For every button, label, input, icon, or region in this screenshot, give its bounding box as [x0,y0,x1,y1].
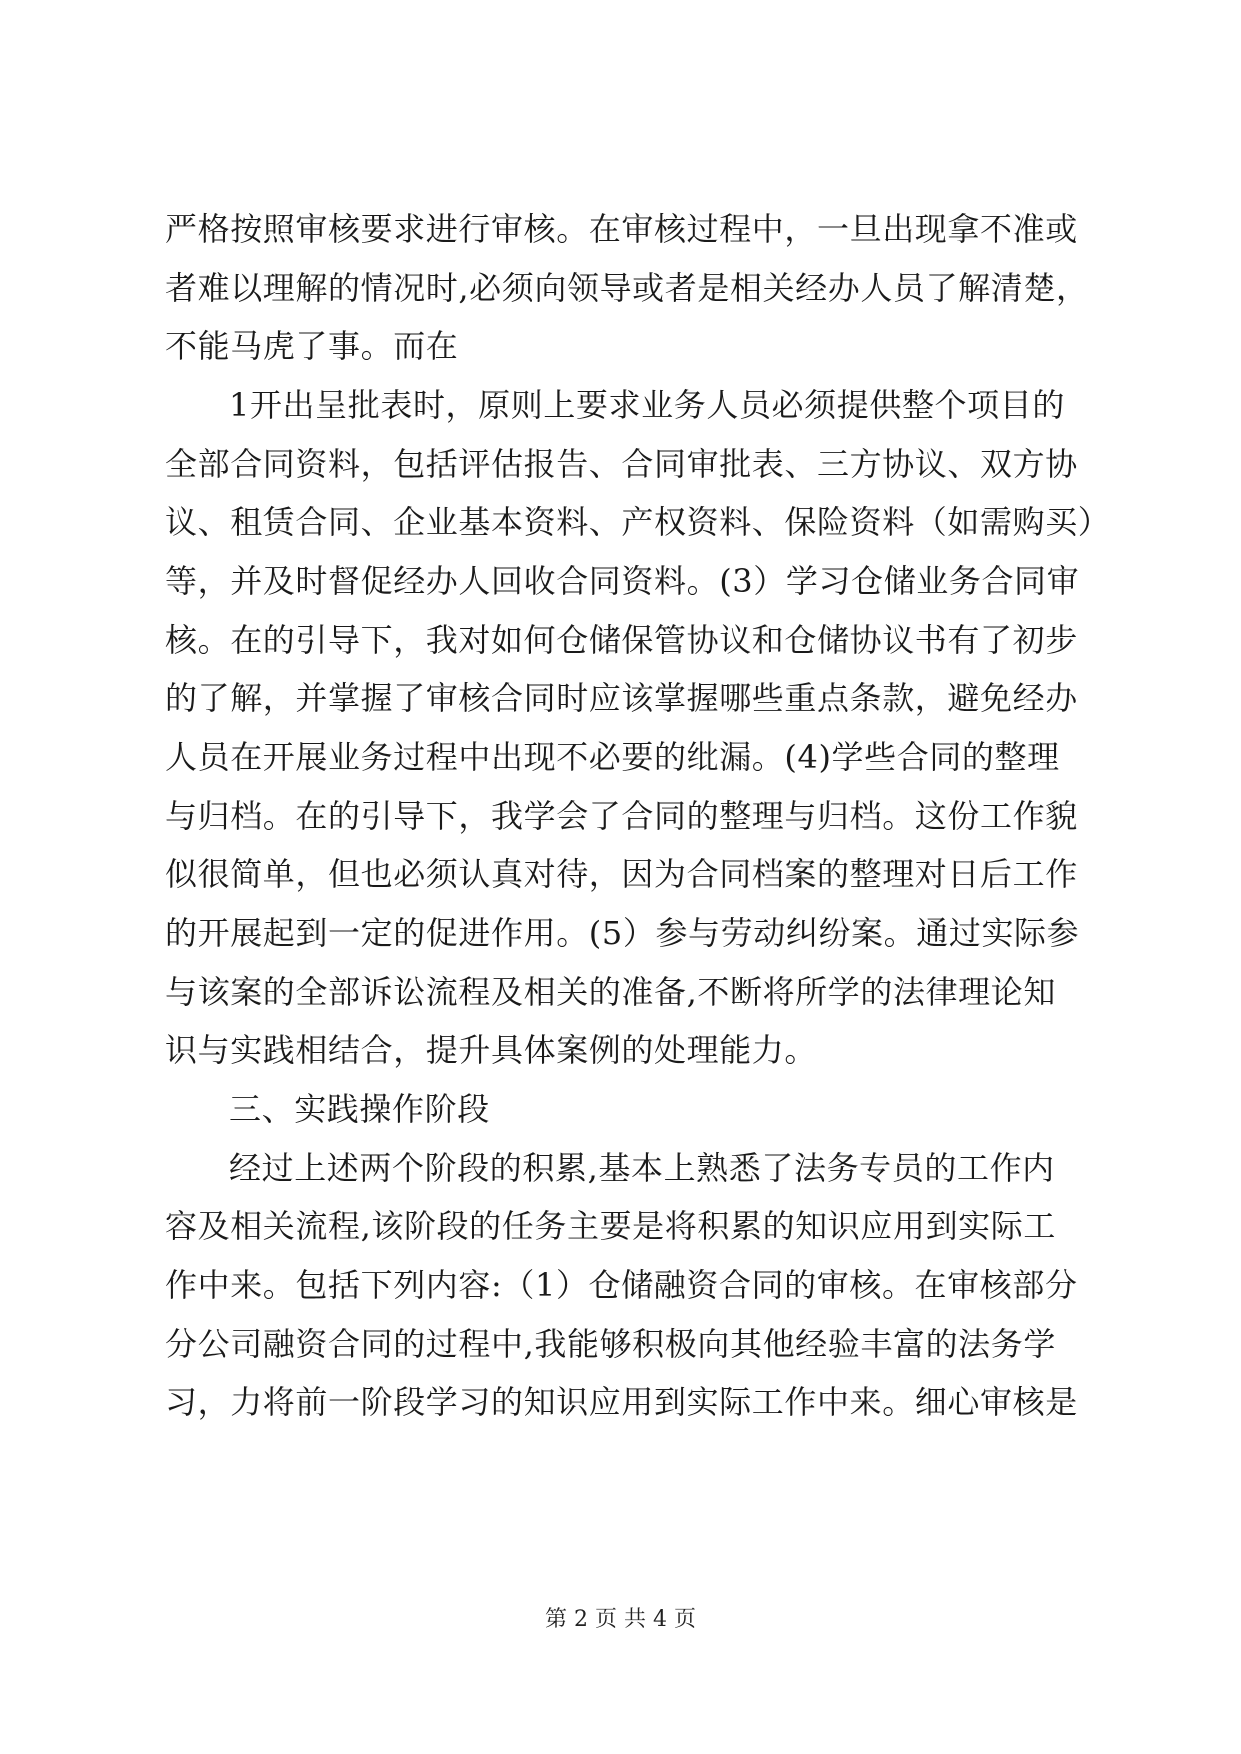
text-line: 习，力将前一阶段学习的知识应用到实际工作中来。细心审核是 [165,1383,1078,1421]
page-number-footer: 第 2 页 共 4 页 [545,1607,696,1632]
text-line: 等，并及时督促经办人回收合同资料。(3）学习仓储业务合同审 [165,562,1080,600]
section-heading: 三、实践操作阶段 [229,1090,490,1128]
text-line: 似很简单，但也必须认真对待，因为合同档案的整理对日后工作 [165,855,1078,893]
text-line: 人员在开展业务过程中出现不必要的纰漏。(4)学些合同的整理 [165,738,1060,776]
text-line: 经过上述两个阶段的积累,基本上熟悉了法务专员的工作内 [229,1149,1055,1187]
text-line: 全部合同资料，包括评估报告、合同审批表、三方协议、双方协 [165,445,1078,483]
text-line: 识与实践相结合，提升具体案例的处理能力。 [165,1031,818,1069]
text-line: 核。在的引导下，我对如何仓储保管协议和仓储协议书有了初步 [165,621,1078,659]
text-line: 与归档。在的引导下，我学会了合同的整理与归档。这份工作貌 [165,797,1078,835]
text-line: 的开展起到一定的促进作用。(5）参与劳动纠纷案。通过实际参 [165,914,1080,952]
text-line: 严格按照审核要求进行审核。在审核过程中，一旦出现拿不准或 [165,210,1078,248]
text-line: 容及相关流程,该阶段的任务主要是将积累的知识应用到实际工 [165,1207,1056,1245]
text-line: 的了解，并掌握了审核合同时应该掌握哪些重点条款，避免经办 [165,679,1078,717]
text-line: 不能马虎了事。而在 [165,327,459,365]
text-line: 者难以理解的情况时,必须向领导或者是相关经办人员了解清楚， [165,269,1089,307]
text-line: 议、租赁合同、企业基本资料、产权资料、保险资料（如需购买） [165,503,1111,541]
text-line: 1开出呈批表时，原则上要求业务人员必须提供整个项目的 [229,386,1065,424]
text-line: 分公司融资合同的过程中,我能够积极向其他经验丰富的法务学 [165,1325,1056,1363]
text-line: 作中来。包括下列内容:（1）仓储融资合同的审核。在审核部分 [165,1266,1078,1304]
text-line: 与该案的全部诉讼流程及相关的准备,不断将所学的法律理论知 [165,973,1056,1011]
